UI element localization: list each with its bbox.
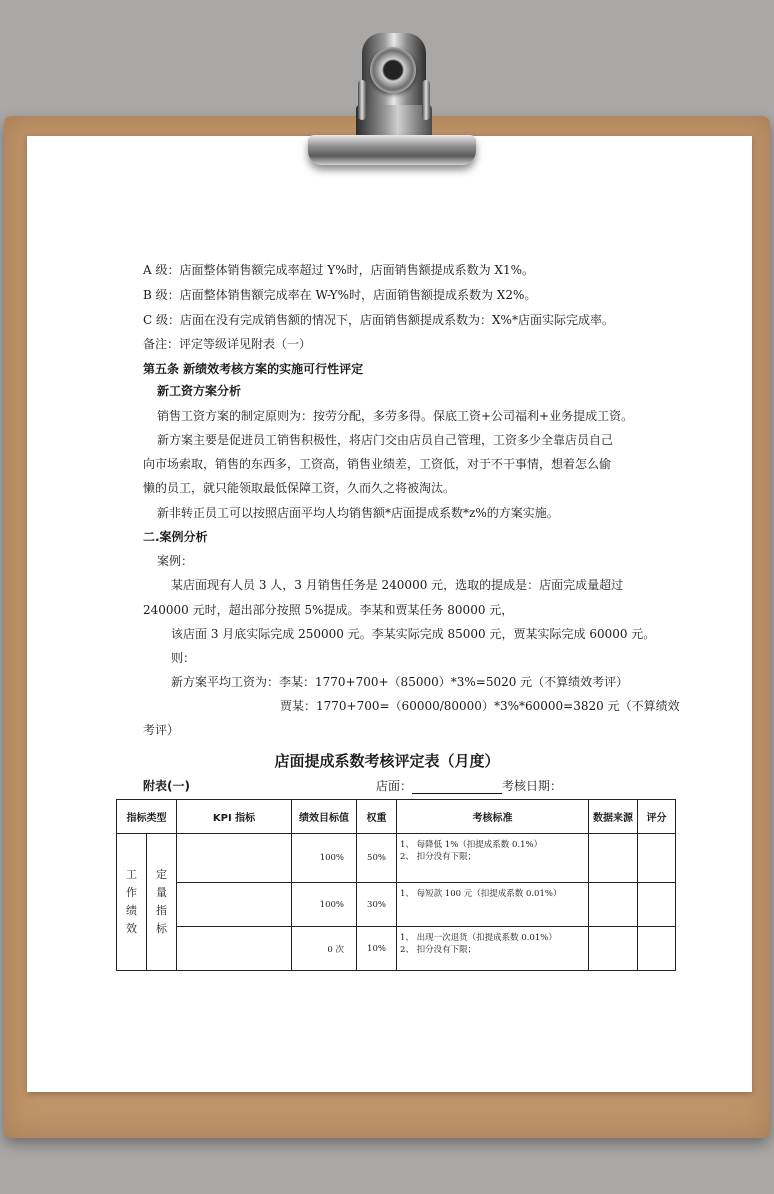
weight-cell: 50%: [357, 834, 397, 883]
source-cell: [589, 927, 638, 971]
case-line-7: 考评）: [143, 723, 180, 737]
kpi-table: [116, 799, 676, 971]
date-label: 考核日期：: [502, 779, 563, 793]
criteria-item: 1、 出现一次退货（扣提成系数 0.01%）: [400, 933, 557, 943]
case-label: 案例：: [157, 554, 194, 568]
score-cell: [638, 834, 676, 883]
header-criteria: 考核标准: [397, 800, 589, 834]
case-line-1: 某店面现有人员 3 人，3 月销售任务是 240000 元，选取的提成是：店面完成量超过: [171, 578, 624, 592]
paragraph-2-line-2: 向市场索取，销售的东西多，工资高，销售业绩差，工资低，对于不干事情，想着怎么偷: [143, 457, 612, 471]
target-cell: 0 次: [292, 927, 357, 971]
store-blank: [412, 781, 502, 794]
source-cell: [589, 883, 638, 927]
score-cell: [638, 927, 676, 971]
case-line-3: 该店面 3 月底实际完成 250000 元。李某实际完成 85000 元，贾某实际完成 60000 元。: [171, 627, 656, 641]
sub-heading: 新工资方案分析: [157, 384, 242, 398]
header-score: 评分: [638, 800, 676, 834]
group-quantitative-label: 定 量 指 标: [156, 868, 167, 935]
criteria-cell: [397, 883, 589, 927]
kpi-cell: [177, 927, 292, 971]
weight-cell: 10%: [357, 927, 397, 971]
criteria-item: 2、 扣分没有下限；: [400, 852, 477, 862]
case-line-5: 新方案平均工资为：李某：1770+700+（85000）*3%=5020 元（不算绩效考评）: [171, 675, 629, 689]
section-2-heading: 二.案例分析: [143, 530, 208, 544]
store-field: [376, 778, 562, 794]
criteria-item: 2、 扣分没有下限；: [400, 945, 477, 955]
table-row: [117, 834, 676, 883]
header-target: 绩效目标值: [292, 800, 357, 834]
paragraph-1: 销售工资方案的制定原则为：按劳分配，多劳多得。保底工资+公司福利+业务提成工资。: [157, 409, 634, 423]
grade-a-line: A 级：店面整体销售额完成率超过 Y%时，店面销售额提成系数为 X1%。: [143, 263, 535, 277]
case-line-2: 240000 元时，超出部分按照 5%提成。李某和贾某任务 80000 元，: [143, 603, 514, 617]
binder-clip-icon: [300, 25, 480, 180]
group-work-performance-label: 工 作 绩 效: [126, 868, 137, 935]
section-5-heading: 第五条 新绩效考核方案的实施可行性评定: [143, 362, 364, 376]
header-source: 数据来源: [589, 800, 638, 834]
table-title: 店面提成系数考核评定表（月度）: [274, 752, 500, 770]
criteria-item: 1、 每降低 1%（扣提成系数 0.1%）: [400, 840, 543, 850]
header-indicator-type: 指标类型: [117, 800, 177, 834]
grade-b-line: B 级：店面整体销售额完成率在 W-Y%时，店面销售额提成系数为 X2%。: [143, 288, 537, 302]
weight-cell: 30%: [357, 883, 397, 927]
group-quantitative: [147, 834, 177, 971]
case-line-6: 贾某：1770+700=（60000/80000）*3%*60000=3820 元（不算绩效: [280, 699, 680, 713]
criteria-cell: [397, 834, 589, 883]
paragraph-3: 新非转正员工可以按照店面平均人均销售额*店面提成系数*z%的方案实施。: [157, 506, 559, 520]
case-line-4: 则：: [171, 651, 196, 665]
remark-line: 备注：评定等级详见附表（一）: [143, 337, 312, 351]
store-label: 店面：: [376, 779, 413, 793]
table-row: [117, 883, 676, 927]
paragraph-2-line-1: 新方案主要是促进员工销售积极性，将店门交由店员自己管理，工资多少全靠店员自己: [157, 433, 614, 447]
target-cell: 100%: [292, 883, 357, 927]
table-row: [117, 927, 676, 971]
appendix-label: 附表(一): [143, 779, 190, 793]
table-header-row: [117, 800, 676, 834]
score-cell: [638, 883, 676, 927]
criteria-cell: [397, 927, 589, 971]
paragraph-2-line-3: 懒的员工，就只能领取最低保障工资，久而久之将被淘汰。: [143, 481, 456, 495]
criteria-item: 1、 每短款 100 元（扣提成系数 0.01%）: [400, 889, 562, 899]
header-kpi: KPI 指标: [177, 800, 292, 834]
kpi-cell: [177, 883, 292, 927]
grade-c-line: C 级：店面在没有完成销售额的情况下，店面销售额提成系数为：X%*店面实际完成率。: [143, 313, 614, 327]
target-cell: 100%: [292, 834, 357, 883]
source-cell: [589, 834, 638, 883]
group-work-performance: [117, 834, 147, 971]
kpi-cell: [177, 834, 292, 883]
header-weight: 权重: [357, 800, 397, 834]
